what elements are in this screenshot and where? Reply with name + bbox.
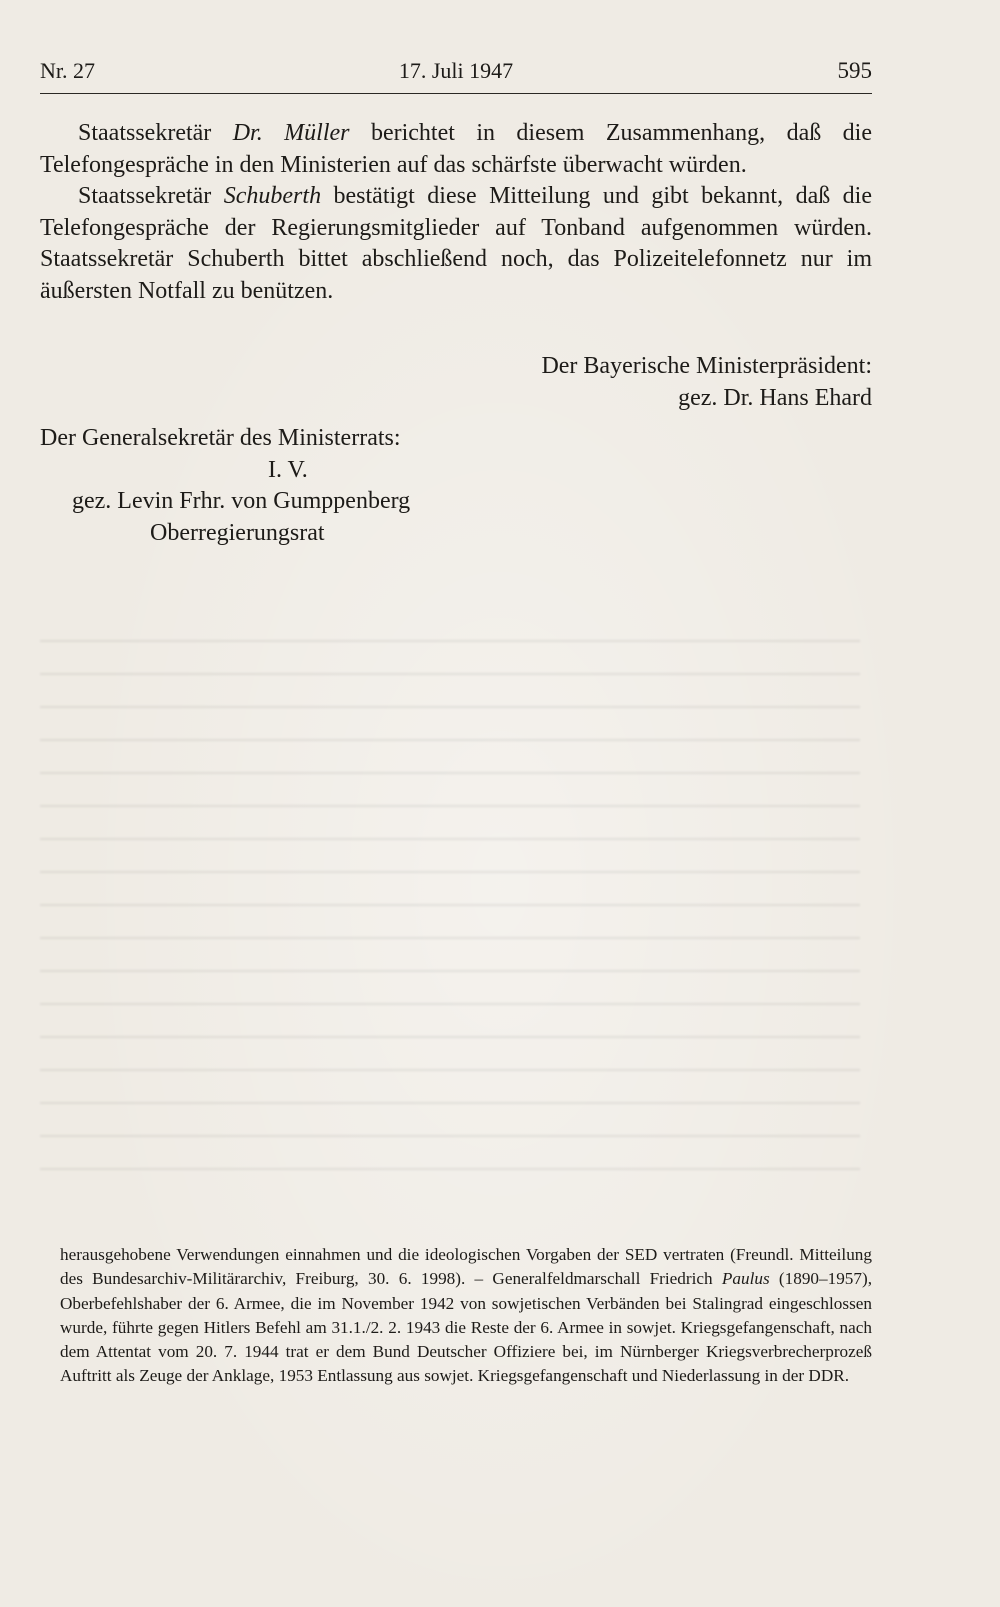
signature-prime-minister-name: gez. Dr. Hans Ehard xyxy=(678,384,872,411)
signature-secretary-iv: I. V. xyxy=(268,456,308,483)
paragraph-2 xyxy=(40,181,872,307)
header-date: 17. Juli 1947 xyxy=(398,58,514,83)
paragraph-2-text: Staatssekretär xyxy=(78,183,224,209)
paragraph-1 xyxy=(40,118,872,181)
signature-secretary-rank: Oberregierungsrat xyxy=(150,519,325,546)
paragraph-2-name: Schuberth xyxy=(223,183,322,209)
paragraph-1-text: Staatssekretär xyxy=(78,120,233,146)
header-rule xyxy=(40,93,872,94)
signature-prime-minister xyxy=(541,351,872,414)
footnote-name: Paulus xyxy=(721,1269,770,1289)
signature-secretary-title: Der Generalsekretär des Ministerrats: xyxy=(40,425,401,451)
bleed-through-texture xyxy=(40,640,860,1200)
footnote-text: herausgehobene Verwendungen einnahmen und die ideologischen Vorgaben der SED vertraten (Freundl. Mitteilung des Bundesarchiv-Militärarchiv, Freiburg, 30. 6. 1998). – Generalfeldmarschall Friedrich xyxy=(60,1245,872,1289)
paragraph-1-text-cont: berichtet in diesem Zusammenhang, daß die Telefongespräche in den Ministerien auf das schärfste überwacht würden. xyxy=(40,120,872,178)
signature-secretary-general xyxy=(40,423,460,549)
body-text xyxy=(40,118,872,307)
page-number: 595 xyxy=(837,58,872,83)
page-header xyxy=(40,58,872,92)
footnote-text-cont: (1890–1957), Oberbefehlshaber der 6. Armee, die im November 1942 von sowjetischen Verbänden bei Stalingrad eingeschlossen wurde, führte gegen Hitlers Befehl am 31.1./2. 2. 1943 die Reste der 6. Armee in sowjet. Kriegsgefangenschaft, nach dem Attentat vom 20. 7. 1944 trat er dem Bund Deutscher Offiziere bei, im Nürnberger Kriegsverbrecherprozeß Auftritt als Zeuge der Anklage, 1953 Entlassung aus sowjet. Kriegsgefangenschaft und Niederlassung in der DDR. xyxy=(60,1269,872,1386)
paragraph-2-text-cont: bestätigt diese Mitteilung und gibt bekannt, daß die Telefongespräche der Regierungsmitglieder auf Tonband aufgenommen würden. Staatssekretär Schuberth bittet abschließend noch, das Polizeitelefonnetz nur im äußersten Notfall zu benützen. xyxy=(40,183,872,304)
signature-prime-minister-title: Der Bayerische Ministerpräsident: xyxy=(541,353,872,379)
footnote xyxy=(60,1243,872,1389)
signature-secretary-name: gez. Levin Frhr. von Gumppenberg xyxy=(72,488,411,514)
paragraph-1-name: Dr. Müller xyxy=(232,120,350,146)
header-number: Nr. 27 xyxy=(40,58,95,83)
